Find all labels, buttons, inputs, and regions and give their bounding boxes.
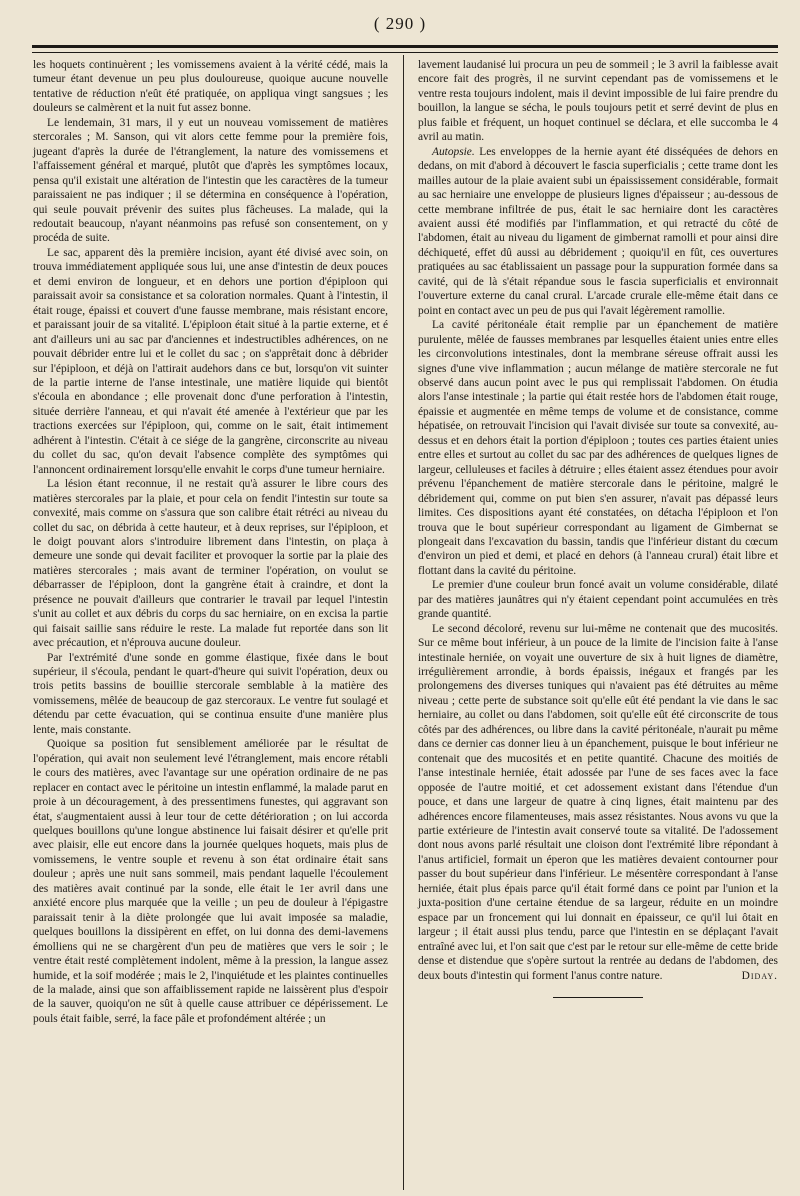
- paragraph-text: Les enveloppes de la hernie ayant été disséquées de dehors en dedans, on mit d'abord à découvert le fascia superficialis ; cette trame dont les mailles autour de la plaie avaient subi un épaississement considérable, formait au sac herniaire une enveloppe de plusieurs lignes d'épaisseur ; au-dessous de cette membrane infiltrée de pus, était le sac herniaire dont les caractères avaient aussi été modifiés par l'inflammation, et qui retracté du côté de l'abdomen, était au niveau du ligament de gimbernat ramolli et pour ainsi dire déchiqueté, effet dû aussi au débridement ; quoiqu'il en fût, ces ouvertures pratiquées au sac établissaient un passage pour la suppuration formée dans sa cavité, qui de là s'était répandue sous le fascia superficialis et environnait l'ouverture externe du canal crural. L'arcade crurale elle-même était dans ce point en contact avec un peu de pus qui l'avait légèrement ramollie.: [418, 145, 778, 317]
- paragraph-text: Le second décoloré, revenu sur lui-même ne contenait que des mucosités. Sur ce même bout inférieur, à un pouce de la limite de l'incision faite à l'anse intestinale herniée, on voyait une ouverture de six à huit lignes de diamètre, irrégulièrement arrondie, à bords épaissis, inégaux et frangés par les prolongemens des diverses tuniques qui n'avaient pas été détruites au même niveau ; cette perte de substance soit qu'elle eût été pendant la vie dans le sac herniaire, au collet ou dans l'abdomen, soit qu'elle eût été circonscrite de tous côtés par des adhérences, ou libre dans la cavité péritonéale, n'aurait pu même dans ce dernier cas donner lieu à un épanchement, puisque le bout inférieur ne contenait que des mucosités et en petite quantité. Chacune des moitiés de l'anse intestinale herniée, était adossée par l'une de ses faces avec la face opposée de l'autre moitié, et cet adossement existant dans l'étendue d'un pouce, et dans une largeur de quatre à cinq lignes, était maintenu par des adhérences encore filamenteuses, mais assez résistantes. Nous avons vu que la partie extérieure de l'intestin avait conservé toute sa vitalité. De l'adossement dont nous avons parlé résultait une cloison dont l'extrémité libre répondant à l'anus artificiel, formait un éperon que les matières devaient contourner pour passer du bout supérieur dans l'inférieur. Le mésentère correspondant à l'anse herniée, était plus épais parce qu'il était formé dans ce point par l'union et la juxta-position d'une certaine étendue de sa largeur, réduite en un moindre espace par un froncement qui lui donnait en épaisseur, ce qu'il lui ôtait en largeur ; il était aussi plus tendu, parce que l'intestin en se déplaçant l'avait entraîné avec lui, et l'on sait que c'est par le retour sur elle-même de cette bride dense et distendue que s'opère surtout la rentrée au dedans de l'abdomen, des deux bouts d'intestin qui forment l'anus contre nature.: [418, 622, 778, 982]
- paragraph-text: lavement laudanisé lui procura un peu de sommeil ; le 3 avril la faiblesse avait encore fait des progrès, il ne survint cependant pas de vomissemens et le ventre resta toujours indolent, mais il devint impossible de lui faire prendre du bouillon, la langue se sécha, le pouls toujours petit et serré devint de plus en plus faible et fréquent, un hoquet continuel se déclara, et elle succomba le 4 avril au matin.: [418, 59, 778, 144]
- left-column: [33, 58, 388, 1026]
- paragraph: [33, 737, 388, 1026]
- paragraph: [33, 477, 388, 650]
- paragraph: [418, 622, 778, 983]
- author-signature: Diday.: [741, 970, 778, 982]
- paragraph: [33, 651, 388, 738]
- end-rule: [553, 997, 643, 998]
- paragraph: [33, 116, 388, 246]
- paragraph: [418, 578, 778, 621]
- paragraph: [33, 58, 388, 116]
- section-label: Autopsie.: [432, 145, 475, 158]
- right-column-body: [418, 58, 778, 983]
- column-divider: [403, 55, 404, 1190]
- paragraph-text: Quoique sa position fut sensiblement améliorée par le résultat de l'opération, qui avait non seulement levé l'étranglement, mais encore rétabli le cours des matières, avec l'avantage sur une opération ordinaire de ne pas replacer en contact avec le péritoine un intestin enflammé, la malade parut en proie à un découragement, à des pressentimens funestes, qui aggravant son état, s'augmentaient aussi à leur tour de cette détérioration ; on lui accorda quelques bouillons qu'une longue abstinence lui faisait désirer et qu'elle prit avec plaisir, elle eut encore dans la journée quelques hoquets, mais plus de vomissemens, le ventre souple et revenu à son état ordinaire était sans douleur ; après une nuit sans sommeil, mais pendant laquelle l'écoulement des matières avait continué par la sonde, elle était le 1er avril dans une anxiété encore plus marquée que la veille ; un peu de douleur à l'épigastre paraissait tenir à la diète prolongée que lui avait imposée sa maladie, quelques bouillons la dissipèrent en effet, on lui donna des demi-lavemens émolliens qui ne se chargèrent d'un peu de matières que vers le soir ; le ventre était resté complètement indolent, même à la pression, la langue assez humide, et la soif modérée ; mais le 2, l'inquiétude et les plaintes continuelles de la malade, ainsi que son affaiblissement rapide ne laissèrent plus d'espoir de la sauver, quoiqu'on ne sût à quelle cause attribuer ce dépérissement. Le pouls était faible, serré, la face pâle et profondément altérée ; un: [33, 738, 388, 1025]
- paragraph: [418, 318, 778, 578]
- paragraph-text: Le premier d'une couleur brun foncé avait un volume considérable, dilaté par des matières jaunâtres qui n'y étaient cependant point accumulées en très grande quantité.: [418, 579, 778, 621]
- paragraph: [418, 145, 778, 318]
- paragraph-text: La lésion étant reconnue, il ne restait qu'à assurer le libre cours des matières stercorales par la plaie, et pour cela on fendit l'intestin sur toute sa convexité, mais comme on s'assura que son calibre était rétréci au niveau du collet du sac, on débrida à cette hauteur, et à deux reprises, sur l'épiploon, et le doigt pouvant alors s'introduire librement dans l'intestin, on plaça à demeure une sonde qui devait faciliter et provoquer la sortie par la plaie des matières stercorales ; mais avant de terminer l'opération, on voulut se débarrasser de l'épiploon, dont la gangrène était à craindre, et dont la présence ne pouvait d'ailleurs que contrarier le travail par lequel l'intestin s'unit au collet et aux débris du corps du sac herniaire, on en excisa la partie qui faisait saillie sans réduire le reste. La malade fut reportée dans son lit avec précaution, et n'éprouva aucune douleur.: [33, 478, 388, 650]
- right-column: [418, 58, 778, 998]
- header-rule: [32, 45, 778, 53]
- paragraph: [418, 58, 778, 145]
- paragraph-text: Le lendemain, 31 mars, il y eut un nouveau vomissement de matières stercorales ; M. Sanson, qui vit alors cette femme pour la première fois, jugeant d'après la durée de l'étranglement, la nature des vomissemens et l'affaissement général et marqué, plutôt que d'après les symptômes locaux, pensa qu'il existait une altération de l'intestin que les caractères de la tumeur paraissaient ne pas indiquer ; il se détermina en conséquence à l'opération, qui seule pouvait prévenir des suites plus fâcheuses. La malade, qui la redoutait beaucoup, n'ayant néanmoins pas refusé son consentement, on y procéda de suite.: [33, 116, 388, 245]
- paragraph-text: La cavité péritonéale était remplie par un épanchement de matière purulente, mêlée de fausses membranes par lesquelles étaient unies entre elles les circonvolutions intestinales, dont la membrane séreuse offrait aussi les signes d'une vive inflammation ; aucun mélange de matière stercorale ne fut observé dans aucun point avec le pus qui remplissait l'abdomen. On étudia alors l'anse intestinale ; la partie qui était restée hors de l'abdomen était rouge, épaissie et augmentée en même temps de volume et de consistance, comme hépatisée, on retrouvait l'incision qui l'avait divisée sur toute sa convexité, au-dessus et en dehors était la portion d'épiploon ; toutes ces parties étaient unies entre elles et surtout au collet du sac par des adhérences de quelques lignes de largeur, celluleuses et faciles à détruire ; elles étaient assez étendues pour avoir prévenu l'épanchement de matière stercorale dans le péritoine, malgré le débridement qui, comme on put bien s'en assurer, n'avait pas dépassé leurs limites. Ces dispositions ayant été constatées, on détacha l'épiploon et l'on trouva que le bout supérieur correspondant au ligament de Gimbernat se plongeait dans l'excavation du bassin, tandis que l'inférieur distant du cœcum d'environ un pied et demi, et placé en dehors (à l'anneau crural) était libre et flottant dans la cavité du péritoine.: [418, 319, 778, 577]
- paragraph-text: les hoquets continuèrent ; les vomissemens avaient à la vérité cédé, mais la tumeur étant devenue un peu plus douloureuse, quoique aucune nouvelle tentative de réduction n'eût été pratiquée, on appliqua vingt sangsues ; les douleurs se calmèrent et la nuit fut assez bonne.: [33, 59, 388, 115]
- paragraph: [33, 246, 388, 477]
- paragraph-text: Par l'extrémité d'une sonde en gomme élastique, fixée dans le bout supérieur, il s'écoula, pendant le quart-d'heure qui suivit l'opération, deux ou trois petits bassins de bouillie stercorale semblable à la matière des vomissemens, mêlée de beaucoup de gaz stercoraux. Le ventre fut soulagé et détendu par cette évacuation, qui se continua ensuite d'une manière plus lente, mais constante.: [33, 651, 388, 736]
- paragraph-text: Le sac, apparent dès la première incision, ayant été divisé avec soin, on trouva immédiatement appliquée sous lui, une anse d'intestin de deux pouces et demi environ de longueur, et en dehors une portion d'épiploon qui paraissait avoir sa consistance et sa coloration normales. Quant à l'intestin, il était rouge, épaissi et couvert d'une fausse membrane, mais résistant encore, et paraissant jouir de sa vitalité. L'épiploon était situé à la partie externe, et é ant d'ailleurs uni au sac par d'anciennes et indestructibles adhérences, on ne pouvait débrider entre lui et le collet du sac ; on s'apprêtait donc à débrider sur l'épiploon, et déjà on l'attirait audehors dans ce but, lorsqu'on vit suinter de la partie interne de l'anse intestinale, une matière liquide qui bientôt s'écoula en abondance ; elle provenait donc d'une perforation à l'intestin, située derrière l'anneau, et qui n'avait été amenée à l'extérieur que par les tractions exercées sur l'épiploon, qui, comme on le sait, était intimement adhérent à l'intestin. C'était à ce siége de la gangrène, circonscrite au niveau du collet du sac, qu'on devait l'absence complète des symptômes qui l'annoncent ordinairement lorsqu'elle envahit le corps d'une tumeur herniaire.: [33, 246, 388, 476]
- page-number: ( 290 ): [373, 14, 427, 33]
